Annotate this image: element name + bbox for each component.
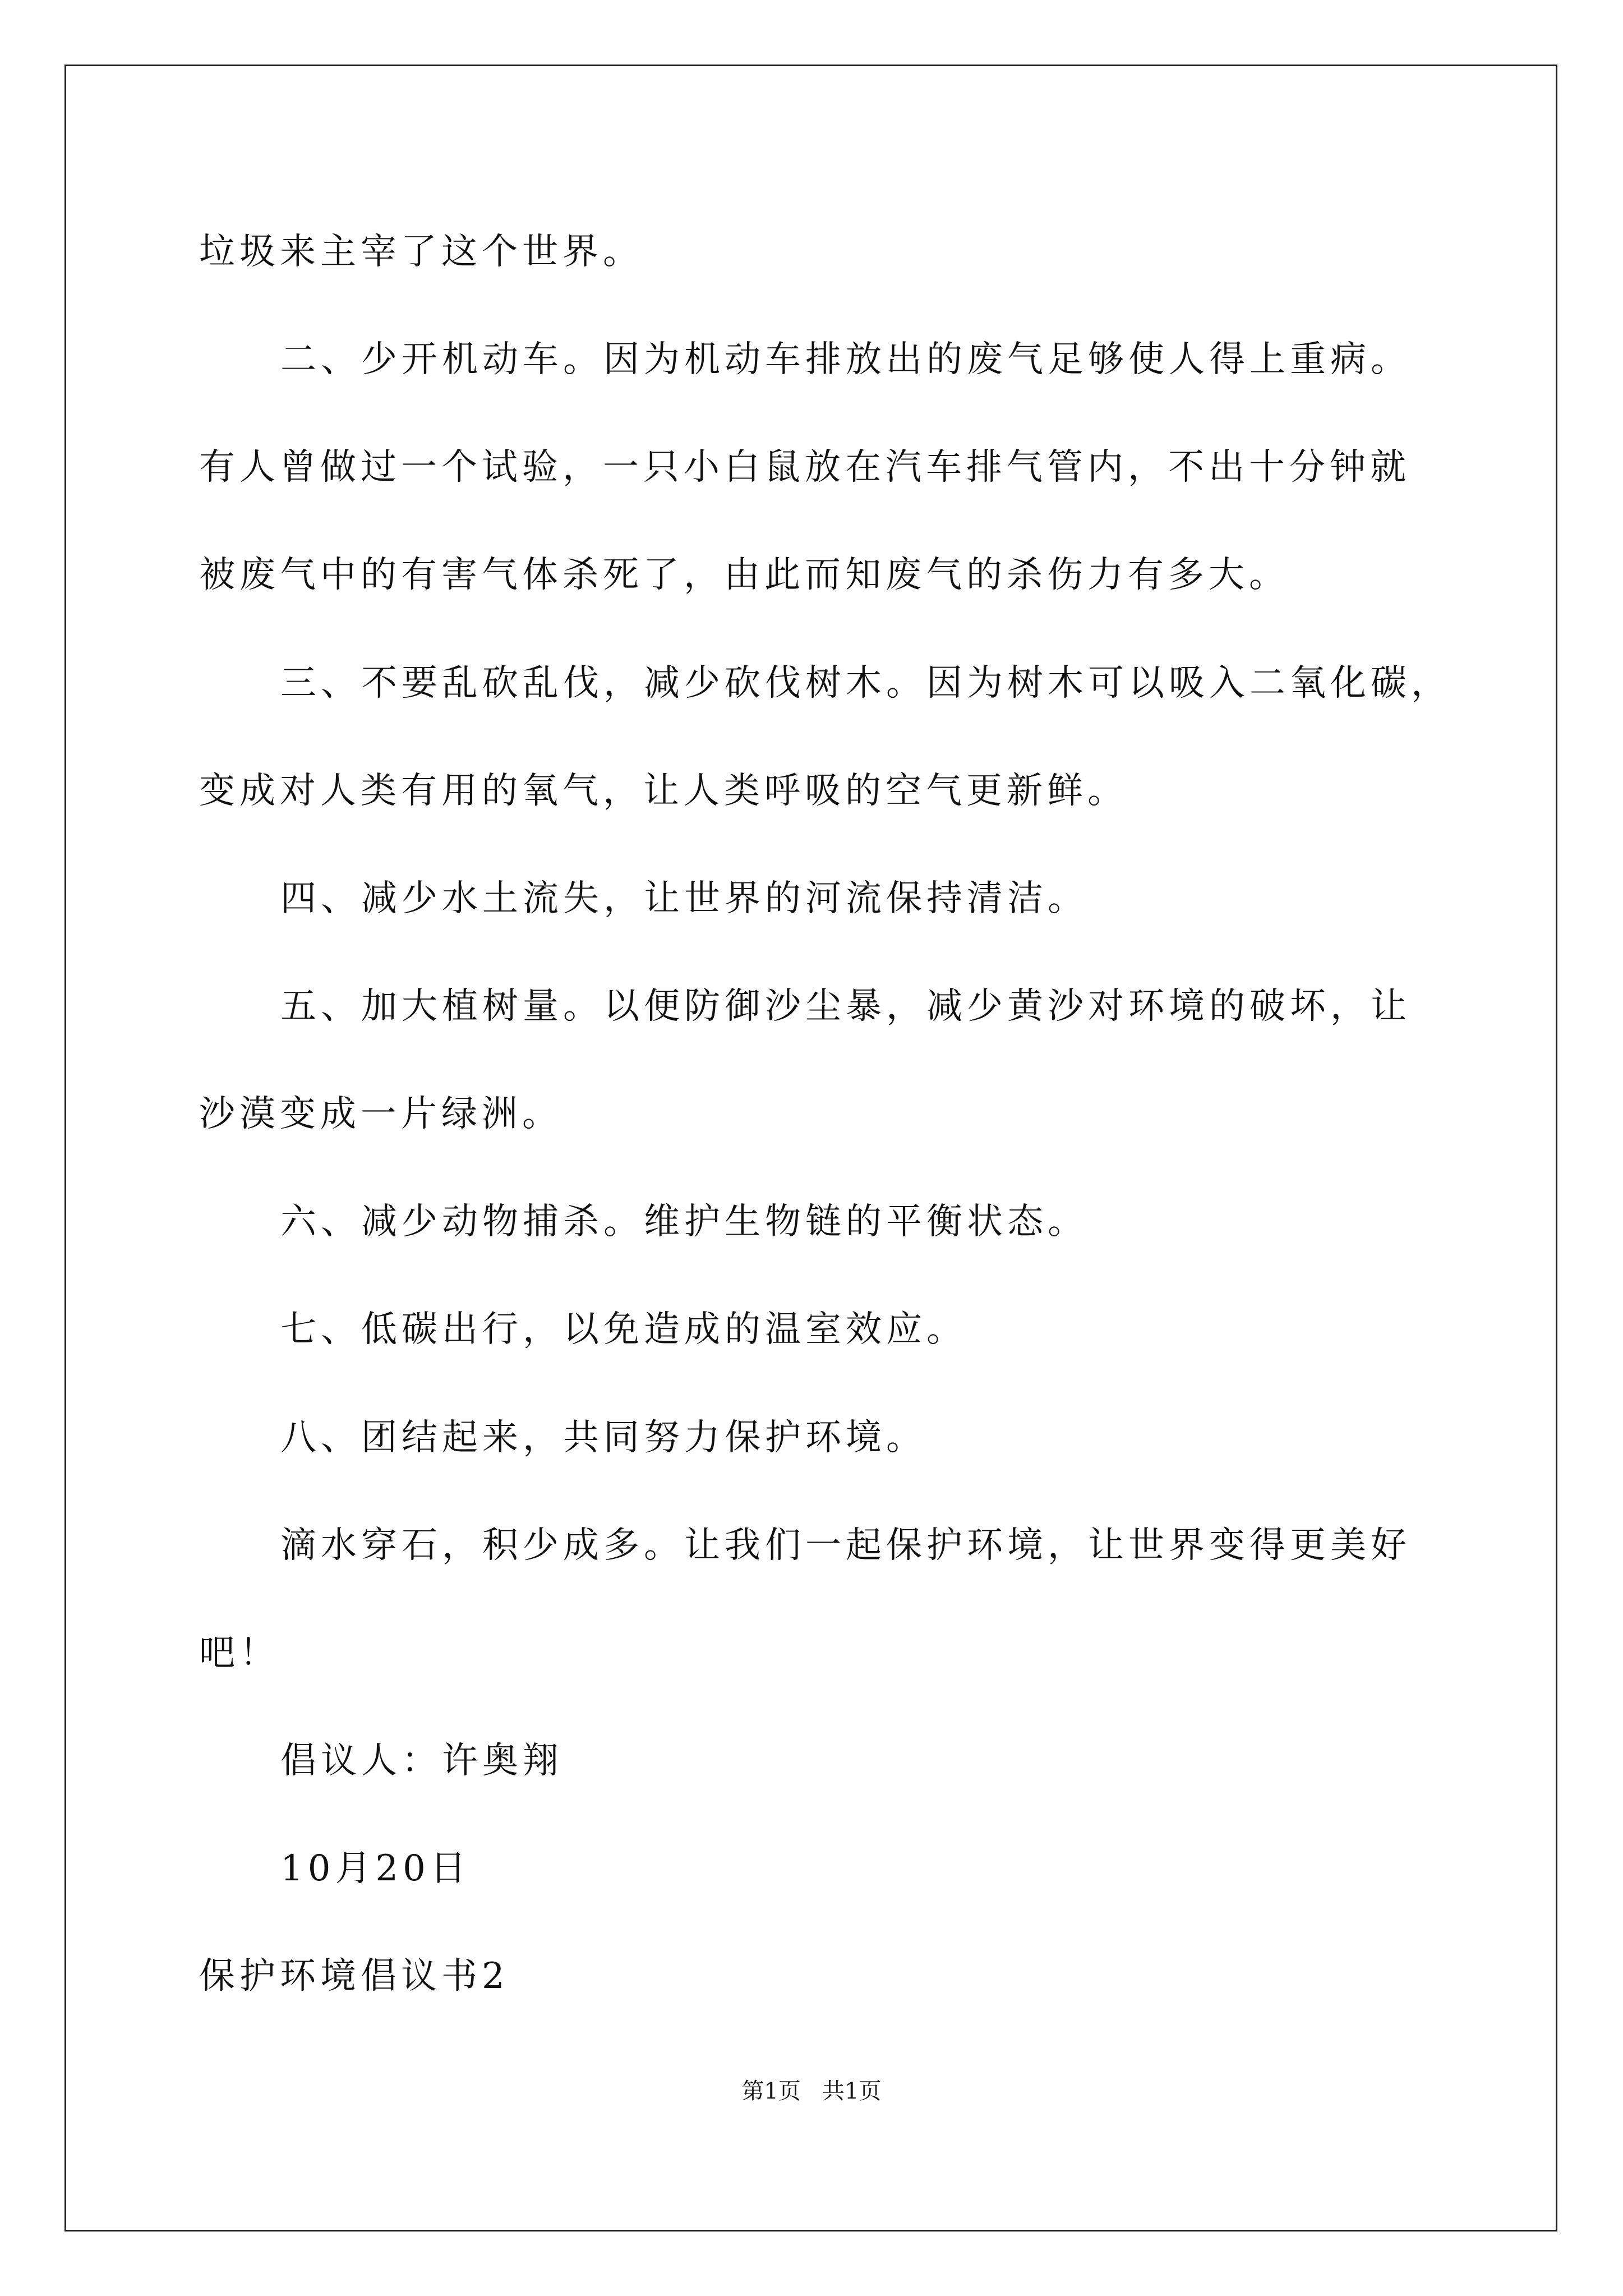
- text-line: 变成对人类有用的氧气，让人类呼吸的空气更新鲜。: [199, 770, 1128, 812]
- signature-line: 倡议人：许奥翔: [280, 1740, 563, 1782]
- text-line: 沙漠变成一片绿洲。: [199, 1093, 562, 1135]
- text-line: 八、团结起来，共同努力保护环境。: [280, 1417, 926, 1458]
- text-line: 有人曾做过一个试验，一只小白鼠放在汽车排气管内，不出十分钟就: [199, 447, 1410, 488]
- text-line: 七、低碳出行，以免造成的温室效应。: [280, 1309, 967, 1350]
- text-line: 吧！: [199, 1632, 280, 1674]
- text-line: 垃圾来主宰了这个世界。: [199, 231, 643, 273]
- date-line: 10月20日: [280, 1848, 471, 1889]
- page-border: [64, 65, 1557, 2231]
- text-line: 四、减少水土流失，让世界的河流保持清洁。: [280, 878, 1088, 919]
- text-line: 滴水穿石，积少成多。让我们一起保护环境，让世界变得更美好: [280, 1525, 1411, 1566]
- page-footer: 第1页 共1页: [741, 2078, 882, 2104]
- text-line: 三、不要乱砍乱伐，减少砍伐树木。因为树木可以吸入二氧化碳，: [280, 662, 1451, 704]
- text-line: 六、减少动物捕杀。维护生物链的平衡状态。: [280, 1201, 1088, 1243]
- text-line: 二、少开机动车。因为机动车排放出的废气足够使人得上重病。: [280, 339, 1411, 380]
- section-heading: 保护环境倡议书2: [199, 1955, 509, 1997]
- text-line: 五、加大植树量。以便防御沙尘暴，减少黄沙对环境的破坏，让: [280, 986, 1411, 1027]
- text-line: 被废气中的有害气体杀死了，由此而知废气的杀伤力有多大。: [199, 554, 1289, 596]
